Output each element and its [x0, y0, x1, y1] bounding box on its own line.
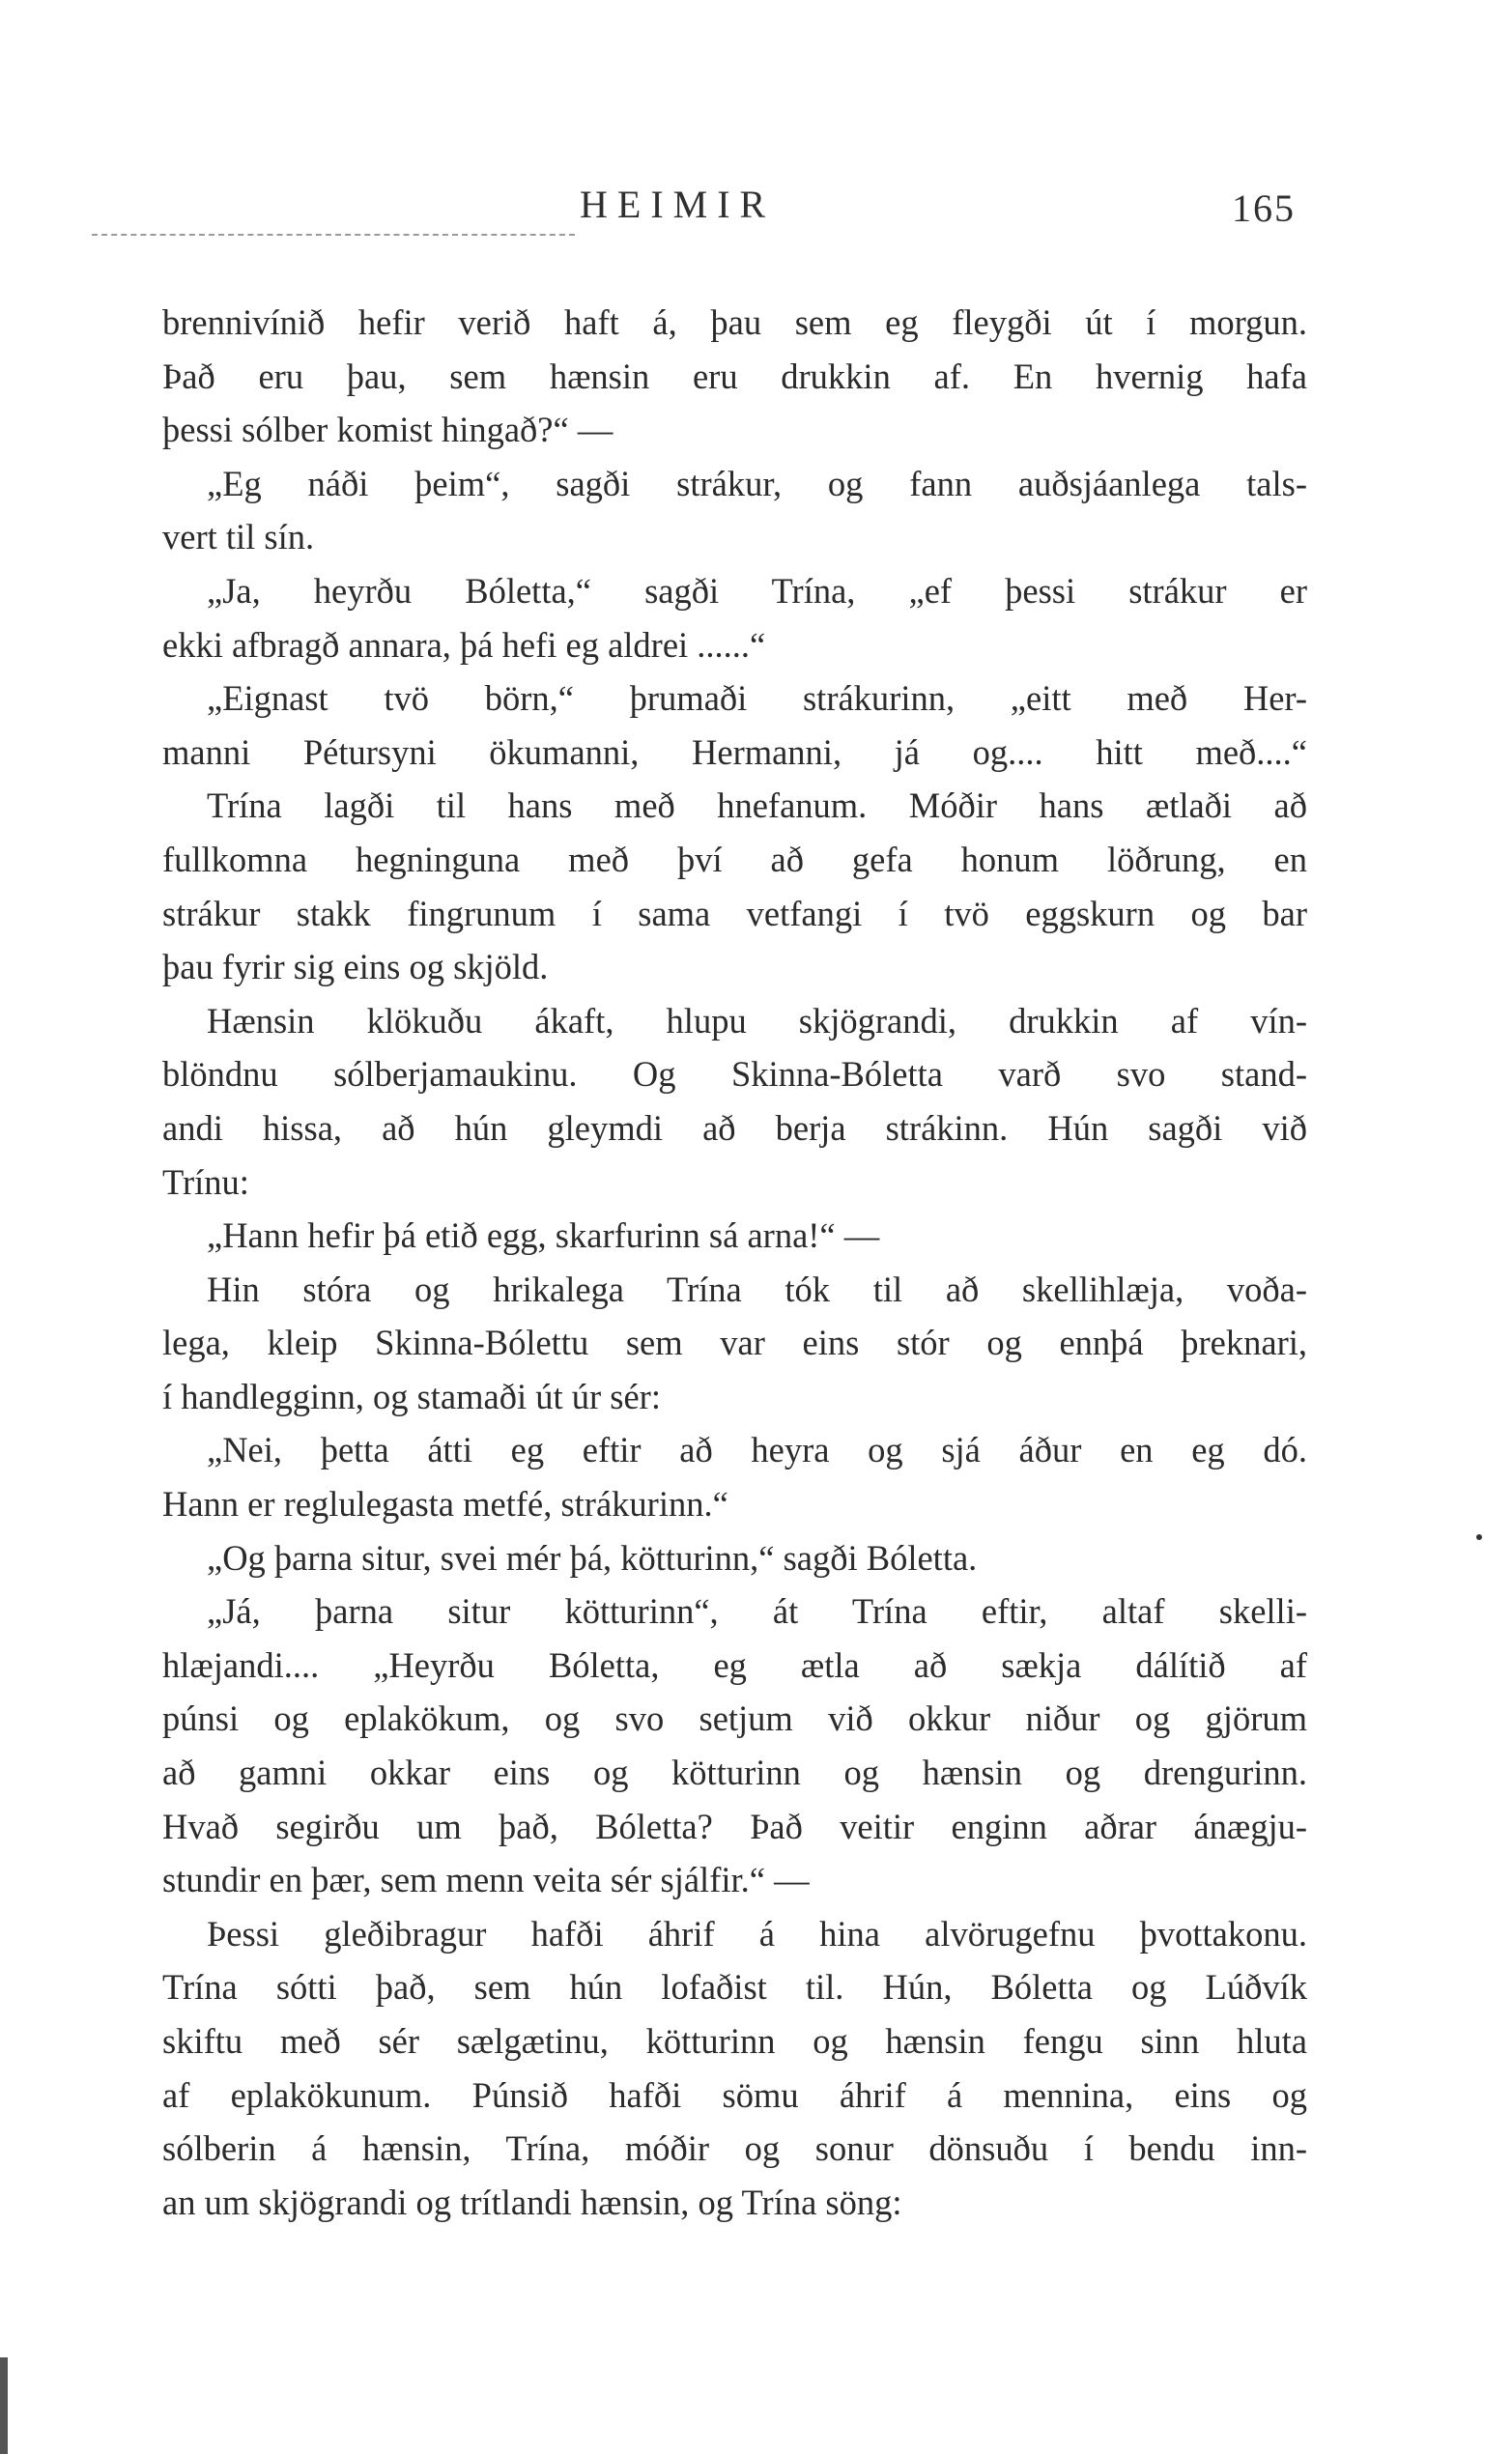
margin-speck	[1476, 1534, 1482, 1540]
text-line: andi hissa, að hún gleymdi að berja strákinn. Hún sagði við	[162, 1107, 1307, 1148]
text-line: brennivínið hefir verið haft á, þau sem eg fleygði út í morgun.	[162, 302, 1307, 342]
text-line: að gamni okkar eins og kötturinn og hænsin og drengurinn.	[162, 1753, 1307, 1793]
text-line: hlæjandi.... „Heyrðu Bóletta, eg ætla að sækja dálítið af	[162, 1644, 1307, 1685]
text-line: ekki afbragð annara, þá hefi eg aldrei ......“	[162, 624, 766, 665]
text-line: púnsi og eplakökum, og svo setjum við okkur niður og gjörum	[162, 1698, 1307, 1739]
text-line: Hvað segirðu um það, Bóletta? Það veitir enginn aðrar ánægju-	[162, 1806, 1307, 1846]
book-spine-edge	[0, 2357, 8, 2454]
body-text	[162, 296, 1307, 2229]
text-line: Það eru þau, sem hænsin eru drukkin af. En hvernig hafa	[162, 356, 1307, 396]
text-line: þessi sólber komist hingað?“ —	[162, 410, 613, 450]
text-line: Hænsin klökuðu ákaft, hlupu skjögrandi, drukkin af vín-	[207, 1000, 1307, 1041]
text-line: lega, kleip Skinna-Bólettu sem var eins stór og ennþá þreknari,	[162, 1323, 1307, 1363]
text-line: þau fyrir sig eins og skjöld.	[162, 947, 549, 987]
text-line: an um skjögrandi og trítlandi hænsin, og Trína söng:	[162, 2182, 902, 2222]
text-line: sólberin á hænsin, Trína, móðir og sonur dönsuðu í bendu inn-	[162, 2128, 1307, 2169]
text-line: skiftu með sér sælgætinu, kötturinn og hænsin fengu sinn hluta	[162, 2021, 1307, 2061]
text-line: vert til sín.	[162, 517, 315, 557]
text-line: Hann er reglulegasta metfé, strákurinn.“	[162, 1484, 728, 1525]
text-line: „Eg náði þeim“, sagði strákur, og fann auðsjáanlega tals-	[207, 463, 1307, 503]
text-line: Trínu:	[162, 1161, 249, 1202]
text-line: manni Pétursyni ökumanni, Hermanni, já og.... hitt með....“	[162, 731, 1307, 772]
text-line: „Já, þarna situr kötturinn“, át Trína eftir, altaf skelli-	[207, 1591, 1307, 1632]
text-line: strákur stakk fingrunum í sama vetfangi í tvö eggskurn og bar	[162, 893, 1307, 933]
text-line: stundir en þær, sem menn veita sér sjálfir.“ —	[162, 1860, 810, 1900]
text-line: blöndnu sólberjamaukinu. Og Skinna-Bóletta varð svo stand-	[162, 1054, 1307, 1095]
text-line: í handlegginn, og stamaði út úr sér:	[162, 1376, 661, 1416]
text-line: „Nei, þetta átti eg eftir að heyra og sjá áður en eg dó.	[207, 1430, 1307, 1470]
page-header	[0, 182, 1512, 240]
text-line: „Ja, heyrðu Bóletta,“ sagði Trína, „ef þessi strákur er	[207, 570, 1307, 611]
text-line: Hin stóra og hrikalega Trína tók til að skellihlæja, voða-	[207, 1269, 1307, 1309]
text-line: „Og þarna situr, svei mér þá, kötturinn,“ sagði Bóletta.	[207, 1537, 978, 1578]
text-line: Trína sótti það, sem hún lofaðist til. Hún, Bóletta og Lúðvík	[162, 1967, 1307, 2008]
text-line: fullkomna hegninguna með því að gefa honum löðrung, en	[162, 839, 1307, 879]
text-line: „Eignast tvö börn,“ þrumaði strákurinn, „eitt með Her-	[207, 678, 1307, 719]
page-number: 165	[1232, 186, 1296, 230]
text-line: Þessi gleðibragur hafði áhrif á hina alvörugefnu þvottakonu.	[207, 1913, 1307, 1954]
header-rule	[92, 234, 575, 236]
text-line: Trína lagði til hans með hnefanum. Móðir hans ætlaði að	[207, 785, 1307, 826]
running-title: HEIMIR	[580, 183, 776, 226]
text-line: „Hann hefir þá etið egg, skarfurinn sá arna!“ —	[207, 1215, 880, 1256]
text-line: af eplakökunum. Púnsið hafði sömu áhrif á mennina, eins og	[162, 2074, 1307, 2115]
